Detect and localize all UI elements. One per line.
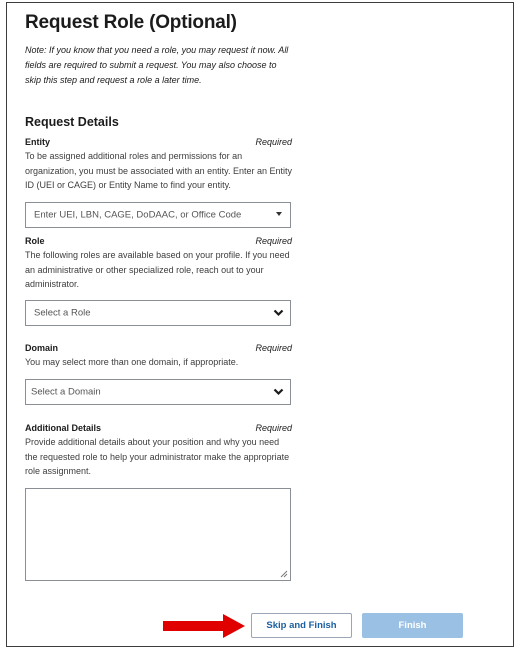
role-required: Required — [255, 236, 292, 246]
right-arrow-icon — [163, 614, 245, 638]
entity-description: To be assigned additional roles and permissions for an organization, you must be associated with an entity. Enter an Entity ID (UEI or CAGE) or Entity Name to find your entity. — [25, 151, 292, 190]
chevron-down-icon[interactable] — [273, 309, 284, 317]
additional-details-description: Provide additional details about your position and why you need the requested role to help your administrator make the appropriate role assignment. — [25, 437, 290, 476]
page-title: Request Role (Optional) — [25, 12, 237, 33]
role-select[interactable] — [25, 300, 291, 326]
page-note: Note: If you know that you need a role, you may request it now. All fields are required to submit a request. You may also choose to skip this step and request a role a later time. — [25, 45, 289, 85]
caret-down-icon[interactable] — [276, 212, 282, 216]
entity-label: Entity — [25, 137, 51, 147]
entity-placeholder: Enter UEI, LBN, CAGE, DoDAAC, or Office Code — [34, 209, 242, 221]
entity-search-input[interactable] — [25, 202, 291, 228]
additional-details-textarea[interactable] — [25, 488, 291, 581]
additional-details-required: Required — [255, 423, 292, 433]
domain-select[interactable] — [25, 379, 291, 405]
additional-details-label: Additional Details — [25, 423, 102, 433]
resize-handle-icon[interactable] — [279, 569, 288, 578]
role-description: The following roles are available based on your profile. If you need an administrative or other specialized role, reach out to your administrator. — [25, 250, 290, 289]
finish-button[interactable]: Finish — [362, 613, 463, 638]
domain-required: Required — [255, 343, 292, 353]
role-label: Role — [25, 236, 45, 246]
domain-label: Domain — [25, 343, 59, 353]
chevron-down-icon[interactable] — [273, 388, 284, 396]
domain-selected-value: Select a Domain — [31, 386, 101, 398]
entity-required: Required — [255, 137, 292, 147]
role-selected-value: Select a Role — [34, 307, 91, 319]
request-details-heading: Request Details — [25, 115, 119, 129]
skip-and-finish-button[interactable]: Skip and Finish — [251, 613, 352, 638]
domain-description: You may select more than one domain, if appropriate. — [25, 357, 239, 367]
